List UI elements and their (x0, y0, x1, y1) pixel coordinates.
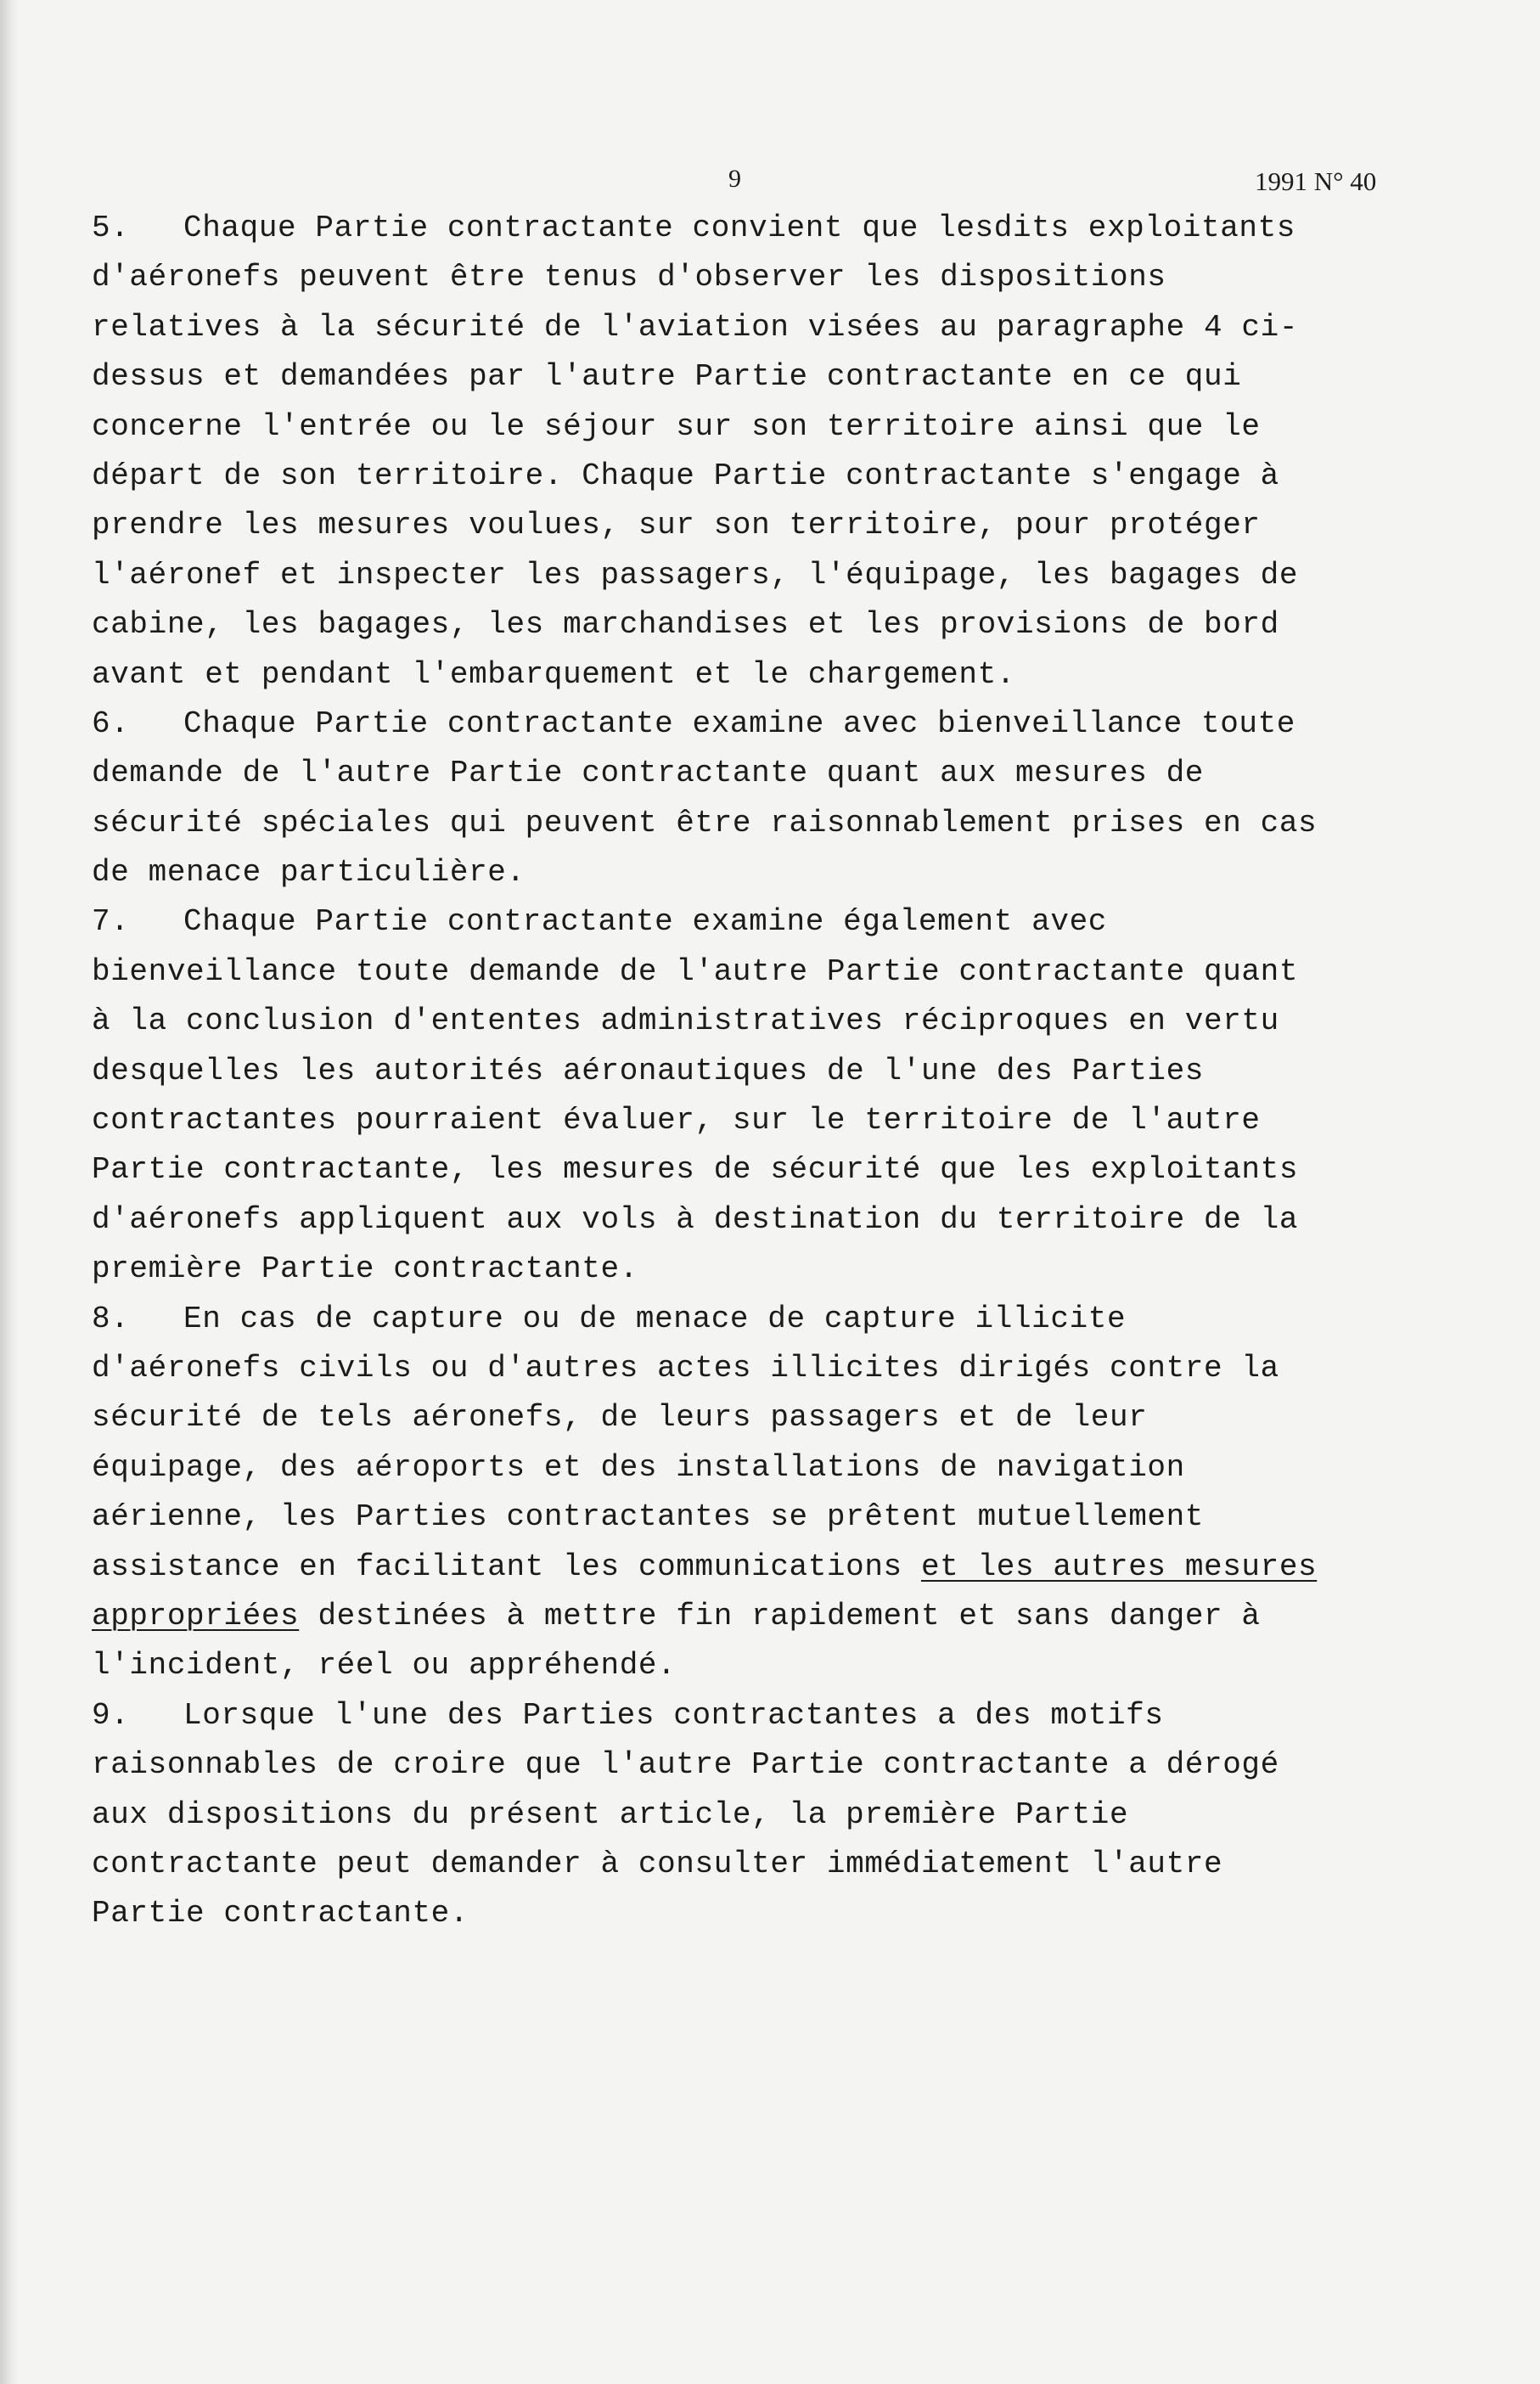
paragraph-number: 6. (92, 706, 130, 741)
paragraph-5 (92, 204, 1416, 700)
text-run: Lorsque l'une des Parties contractantes a des motifs (183, 1697, 1164, 1733)
text-line: contractante peut demander à consulter immédiatement l'autre (92, 1846, 1223, 1881)
text-line (92, 700, 1416, 749)
text-line (92, 897, 1416, 947)
text-line: dessus et demandées par l'autre Partie contractante en ce qui (92, 359, 1242, 395)
text-line: de menace particulière. (92, 855, 526, 891)
page-number: 9 (728, 165, 741, 193)
paragraph-6 (92, 700, 1416, 898)
text-line: avant et pendant l'embarquement et le chargement. (92, 656, 1015, 692)
text-line: Partie contractante, les mesures de sécurité que les exploitants (92, 1152, 1299, 1188)
text-line: l'incident, réel ou appréhendé. (92, 1648, 677, 1684)
text-line: à la conclusion d'ententes administratives réciproques en vertu (92, 1004, 1279, 1039)
text-line: cabine, les bagages, les marchandises et les provisions de bord (92, 607, 1279, 643)
text-run: Chaque Partie contractante examine avec bienveillance toute (183, 706, 1296, 741)
text-line: départ de son territoire. Chaque Partie contractante s'engage à (92, 458, 1279, 493)
paragraph-number: 9. (92, 1697, 130, 1733)
text-line: première Partie contractante. (92, 1251, 638, 1287)
underlined-text: et les autres mesures (920, 1549, 1318, 1584)
paragraph-number: 7. (92, 904, 130, 940)
text-line: bienveillance toute demande de l'autre Partie contractante quant (92, 953, 1299, 989)
paragraph-number: 5. (92, 211, 130, 245)
scan-edge-shadow (0, 0, 19, 2384)
text-line: l'aéronef et inspecter les passagers, l'équipage, les bagages de (92, 557, 1299, 593)
text-line: relatives à la sécurité de l'aviation visées au paragraphe 4 ci- (92, 309, 1299, 345)
text-line: équipage, des aéroports et des installations de navigation (92, 1449, 1185, 1485)
text-run: Chaque Partie contractante examine également avec (183, 904, 1107, 940)
text-line: desquelles les autorités aéronautiques de l'une des Parties (92, 1053, 1205, 1088)
paragraph-number: 8. (92, 1301, 130, 1336)
text-line: sécurité de tels aéronefs, de leurs passagers et de leur (92, 1400, 1148, 1436)
text-line (92, 1592, 1416, 1641)
text-line: Partie contractante. (92, 1896, 469, 1931)
text-line: concerne l'entrée ou le séjour sur son territoire ainsi que le (92, 408, 1261, 444)
text-line: d'aéronefs peuvent être tenus d'observer les dispositions (92, 260, 1166, 295)
text-line: d'aéronefs civils ou d'autres actes illicites dirigés contre la (92, 1350, 1279, 1386)
text-run: assistance en facilitant les communications (92, 1549, 921, 1584)
text-line (92, 204, 1416, 253)
paragraph-9 (92, 1691, 1416, 1939)
text-line: aérienne, les Parties contractantes se prêtent mutuellement (92, 1499, 1205, 1535)
paragraph-7 (92, 897, 1416, 1294)
text-run: En cas de capture ou de menace de capture illicite (183, 1301, 1127, 1336)
text-line: sécurité spéciales qui peuvent être raisonnablement prises en cas (92, 805, 1318, 841)
text-run: destinées à mettre fin rapidement et sans danger à (299, 1598, 1261, 1633)
text-line: contractantes pourraient évaluer, sur le territoire de l'autre (92, 1103, 1261, 1139)
text-line (92, 1295, 1416, 1344)
text-line: prendre les mesures voulues, sur son territoire, pour protéger (92, 508, 1261, 543)
paragraph-8 (92, 1295, 1416, 1691)
text-line: d'aéronefs appliquent aux vols à destination du territoire de la (92, 1201, 1299, 1237)
treaty-reference: 1991 N° 40 (1255, 166, 1377, 196)
text-line (92, 1543, 1416, 1592)
underlined-text: appropriées (92, 1598, 300, 1633)
text-line (92, 1691, 1416, 1740)
document-body (92, 204, 1416, 1939)
text-line: aux dispositions du présent article, la première Partie (92, 1796, 1129, 1832)
text-line: raisonnables de croire que l'autre Partie contractante a dérogé (92, 1747, 1279, 1783)
text-line: demande de l'autre Partie contractante quant aux mesures de (92, 756, 1205, 791)
text-run: Chaque Partie contractante convient que lesdits exploitants (183, 211, 1296, 245)
